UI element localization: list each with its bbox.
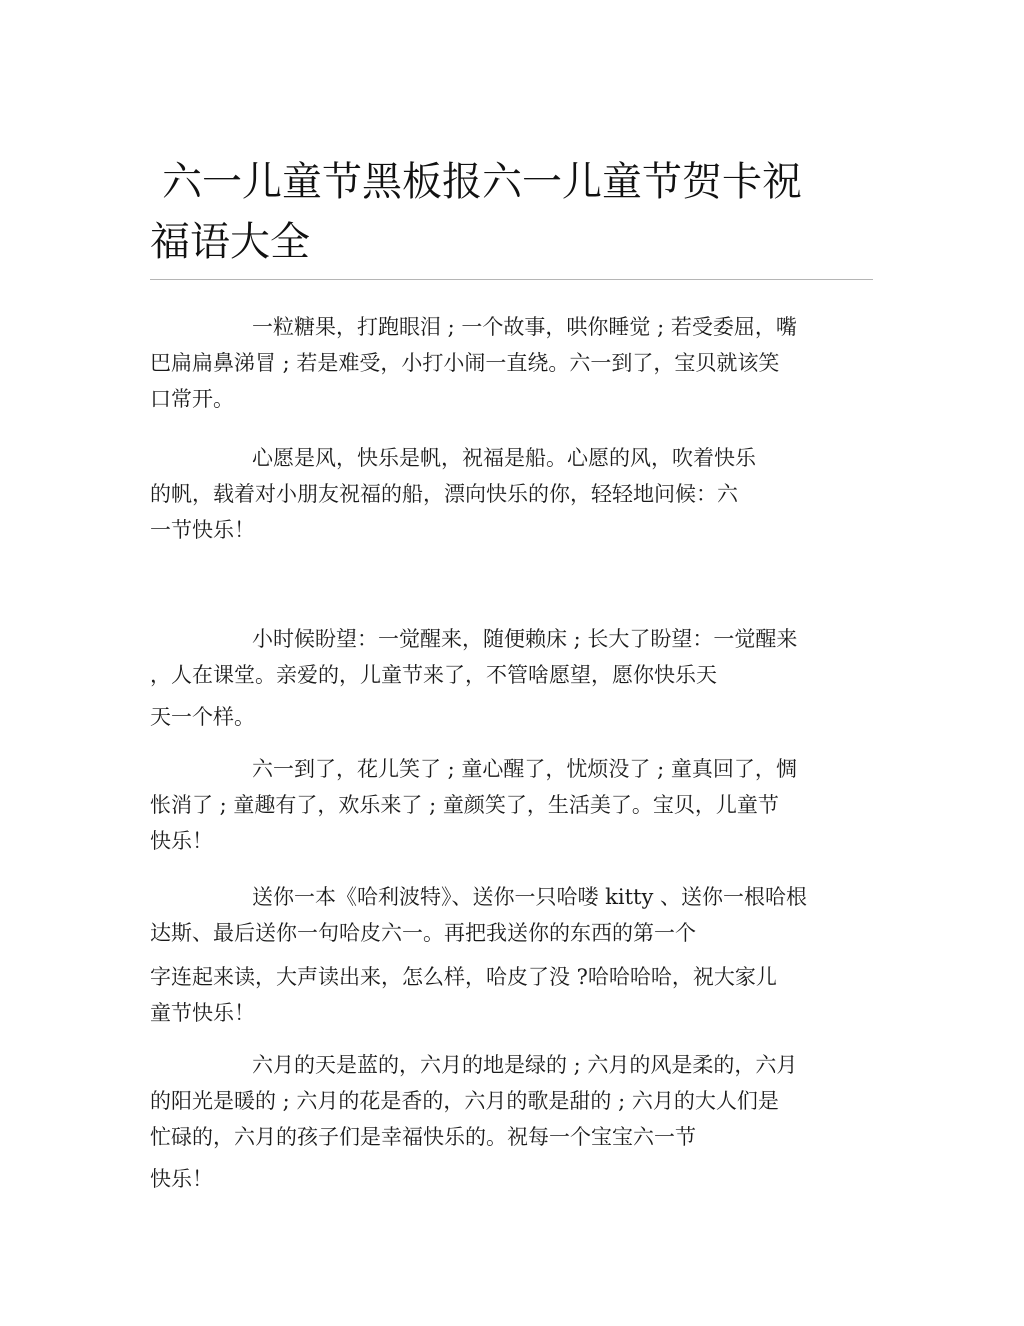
paragraph-line: 童节快乐！ <box>150 1001 255 1025</box>
paragraph-2 <box>150 440 870 548</box>
paragraph-line: 天一个样。 <box>150 705 255 729</box>
paragraph-line: ，人在课堂。亲爱的，儿童节来了，不管啥愿望，愿你快乐天 <box>150 663 717 687</box>
paragraph-line: 心愿是风，快乐是帆，祝福是船。心愿的风，吹着快乐 <box>252 446 756 470</box>
paragraph-line: 巴扁扁鼻涕冒 ; 若是难受，小打小闹一直绕。六一到了，宝贝就该笑 <box>150 351 780 375</box>
paragraph-line: 送你一本《哈利波特》、送你一只哈喽 kitty 、送你一根哈根 <box>252 885 808 909</box>
paragraph-line: 达斯、最后送你一句哈皮六一。再把我送你的东西的第一个 <box>150 921 696 945</box>
paragraph-line: 快乐！ <box>150 1167 213 1191</box>
paragraph-line: 小时候盼望：一觉醒来，随便赖床 ; 长大了盼望：一觉醒来 <box>252 627 798 651</box>
paragraph-line: 口常开。 <box>150 387 234 411</box>
document-title <box>150 152 870 272</box>
paragraph-line: 六月的天是蓝的，六月的地是绿的 ; 六月的风是柔的，六月 <box>252 1053 798 1077</box>
paragraph-6 <box>150 1047 870 1197</box>
paragraph-line: 怅消了 ; 童趣有了，欢乐来了 ; 童颜笑了，生活美了。宝贝，儿童节 <box>150 793 779 817</box>
paragraph-3 <box>150 621 870 735</box>
title-line-2: 福语大全 <box>150 219 310 265</box>
paragraph-line: 忙碌的，六月的孩子们是幸福快乐的。祝每一个宝宝六一节 <box>150 1125 696 1149</box>
paragraph-line: 一节快乐！ <box>150 518 255 542</box>
paragraph-line: 一粒糖果，打跑眼泪 ; 一个故事，哄你睡觉 ; 若受委屈，嘴 <box>252 315 797 339</box>
paragraph-1 <box>150 309 870 417</box>
paragraph-5 <box>150 879 870 1031</box>
paragraph-line: 快乐！ <box>150 829 213 853</box>
paragraph-line: 的阳光是暖的 ; 六月的花是香的，六月的歌是甜的 ; 六月的大人们是 <box>150 1089 779 1113</box>
paragraph-line: 字连起来读，大声读出来，怎么样，哈皮了没 ?哈哈哈哈，祝大家儿 <box>150 965 777 989</box>
paragraph-4 <box>150 751 870 859</box>
title-line-1: 六一儿童节黑板报六一儿童节贺卡祝 <box>162 159 802 205</box>
paragraph-line: 的帆，载着对小朋友祝福的船，漂向快乐的你，轻轻地问候：六 <box>150 482 738 506</box>
paragraph-line: 六一到了，花儿笑了 ; 童心醒了，忧烦没了 ; 童真回了，惆 <box>252 757 797 781</box>
title-divider <box>150 279 873 280</box>
